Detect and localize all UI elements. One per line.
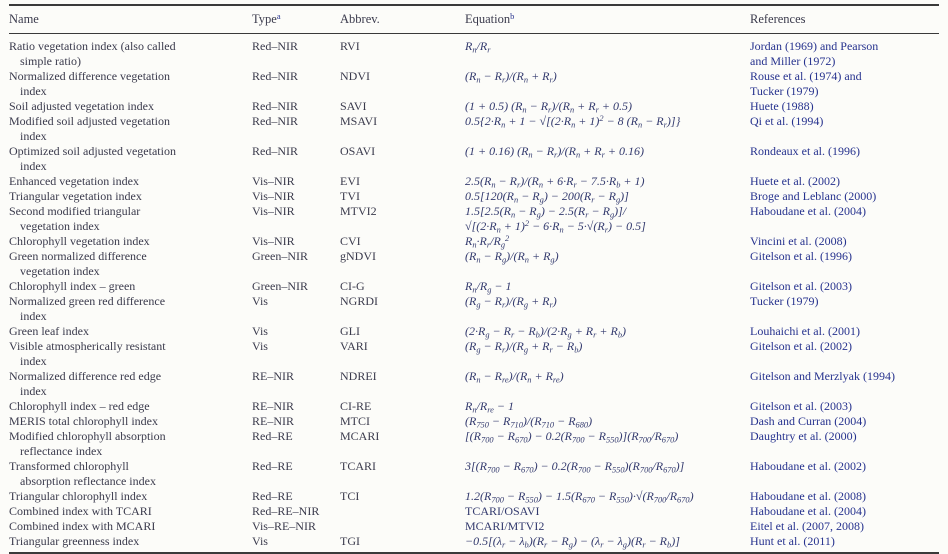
- index-equation: $(R_n - R_g)/(R_n + R_g)$: [465, 249, 559, 265]
- index-abbrev: RVI: [340, 39, 360, 53]
- index-references-cell: [750, 34, 939, 70]
- header-equation-label: Equation: [465, 12, 511, 26]
- index-equation: $-0.5[(\lambda_r - \lambda_b)(R_r - R_g) - (\lambda_r - \lambda_g)(R_r - R_b)]$: [465, 534, 680, 550]
- reference-link[interactable]: Haboudane et al. (2004): [750, 504, 866, 518]
- reference-link[interactable]: Qi et al. (1994): [750, 114, 824, 128]
- index-equation-cell: [465, 534, 750, 553]
- index-type: Green–NIR: [252, 249, 308, 263]
- header-abbrev: [340, 5, 465, 34]
- index-abbrev: OSAVI: [340, 144, 376, 158]
- index-name: Triangular greenness index: [9, 534, 140, 548]
- index-equation: $R_n\cdot R_r/R_g^2$: [465, 233, 510, 250]
- index-name: Normalized difference red edge index: [9, 369, 162, 398]
- table-row: [9, 399, 939, 414]
- index-abbrev: CI-RE: [340, 399, 372, 413]
- index-type: Vis–NIR: [252, 204, 295, 218]
- index-equation-cell: [465, 294, 750, 324]
- reference-link[interactable]: Rouse et al. (1974) and Tucker (1979): [750, 69, 862, 98]
- index-type: Vis–RE–NIR: [252, 519, 316, 533]
- index-references-cell: [750, 99, 939, 114]
- table-row: [9, 204, 939, 234]
- index-equation-cell: [465, 249, 750, 279]
- table-row: [9, 99, 939, 114]
- index-equation: $R_n/R_{re} - 1$: [465, 399, 514, 415]
- reference-link[interactable]: Haboudane et al. (2008): [750, 489, 866, 503]
- index-name: Transformed chlorophyll absorption reflectance index: [9, 459, 156, 488]
- table-row: [9, 114, 939, 144]
- index-equation-cell: [465, 114, 750, 144]
- index-abbrev: VARI: [340, 339, 368, 353]
- index-equation-cell: [465, 414, 750, 429]
- index-abbrev: GLI: [340, 324, 360, 338]
- index-type: Vis: [252, 324, 268, 338]
- index-equation-cell: [465, 324, 750, 339]
- index-references-cell: [750, 339, 939, 369]
- index-type: Vis–NIR: [252, 234, 295, 248]
- table-row: [9, 369, 939, 399]
- index-type: Green–NIR: [252, 279, 308, 293]
- index-name: MERIS total chlorophyll index: [9, 414, 158, 428]
- index-equation-cell: [465, 339, 750, 369]
- index-name: Combined index with MCARI: [9, 519, 156, 533]
- table-row: [9, 189, 939, 204]
- table-row: [9, 249, 939, 279]
- vegetation-indices-table: [9, 4, 939, 554]
- index-equation: (1 + 0.16) $(R_n - R_r)/(R_n + R_r + 0.16)$: [465, 144, 644, 160]
- index-type: Vis: [252, 534, 268, 548]
- index-name: Chlorophyll index – red edge: [9, 399, 150, 413]
- table-row: [9, 534, 939, 553]
- index-name: Soil adjusted vegetation index: [9, 99, 154, 113]
- index-type: Red–RE: [252, 489, 293, 503]
- index-type: RE–NIR: [252, 414, 294, 428]
- index-type: Red–NIR: [252, 69, 298, 83]
- index-name: Modified soil adjusted vegetation index: [9, 114, 170, 143]
- index-name: Ratio vegetation index (also called simple ratio): [9, 39, 176, 68]
- index-abbrev: MCARI: [340, 429, 380, 443]
- reference-link[interactable]: Vincini et al. (2008): [750, 234, 847, 248]
- index-abbrev: CI-G: [340, 279, 365, 293]
- index-equation-cell: [465, 279, 750, 294]
- index-name: Combined index with TCARI: [9, 504, 152, 518]
- reference-link[interactable]: Gitelson et al. (2002): [750, 339, 852, 353]
- index-abbrev: [340, 504, 465, 519]
- index-equation: $R_n/R_r$: [465, 39, 491, 55]
- index-abbrev: EVI: [340, 174, 360, 188]
- index-name: Optimized soil adjusted vegetation index: [9, 144, 176, 173]
- reference-link[interactable]: Eitel et al. (2007, 2008): [750, 519, 864, 533]
- index-abbrev: CVI: [340, 234, 361, 248]
- table-row: [9, 429, 939, 459]
- footnote-marker-a: a: [276, 10, 281, 21]
- table-row: [9, 459, 939, 489]
- index-references-cell: [750, 249, 939, 279]
- index-abbrev: TVI: [340, 189, 360, 203]
- header-references-label: References: [750, 12, 806, 26]
- index-name: Chlorophyll vegetation index: [9, 234, 150, 248]
- index-abbrev: SAVI: [340, 99, 367, 113]
- index-equation: $[(R_{700} - R_{670}) - 0.2(R_{700} - R_{550})](R_{700}/R_{670})$: [465, 429, 679, 445]
- reference-link[interactable]: Gitelson et al. (1996): [750, 249, 852, 263]
- index-equation: $R_n/R_g - 1$: [465, 279, 512, 295]
- index-name: Green normalized difference vegetation index: [9, 249, 147, 278]
- index-type: Red–NIR: [252, 39, 298, 53]
- index-equation-cell: [465, 369, 750, 399]
- table-row: [9, 489, 939, 504]
- table-row: [9, 324, 939, 339]
- index-equation: $(R_n - R_r)/(R_n + R_r)$: [465, 69, 557, 85]
- reference-link[interactable]: Hunt et al. (2011): [750, 534, 835, 548]
- reference-link[interactable]: Gitelson et al. (2003): [750, 399, 852, 413]
- reference-link[interactable]: Tucker (1979): [750, 294, 819, 308]
- table-row: [9, 34, 939, 70]
- index-references-cell: [750, 189, 939, 204]
- index-equation: $3[(R_{700} - R_{670}) - 0.2(R_{700} - R_{550})(R_{700}/R_{670})]$: [465, 459, 685, 475]
- index-name: Second modified triangular vegetation index: [9, 204, 141, 233]
- index-references-cell: [750, 114, 939, 144]
- index-abbrev: NDREI: [340, 369, 377, 383]
- index-abbrev: [340, 519, 465, 534]
- index-abbrev: gNDVI: [340, 249, 376, 263]
- reference-link[interactable]: Haboudane et al. (2004): [750, 204, 866, 218]
- index-name: Visible atmospherically resistant index: [9, 339, 166, 368]
- index-equation-cell: [465, 99, 750, 114]
- index-type: Red–NIR: [252, 144, 298, 158]
- index-references-cell: [750, 174, 939, 189]
- index-references-cell: [750, 144, 939, 174]
- index-type: Red–RE: [252, 459, 293, 473]
- index-equation-cell: [465, 34, 750, 70]
- table-row: [9, 144, 939, 174]
- index-equation-cell: [465, 504, 750, 519]
- footnote-marker-b: b: [510, 10, 515, 21]
- index-references-cell: [750, 504, 939, 519]
- index-abbrev: TGI: [340, 534, 360, 548]
- index-equation-cell: [465, 489, 750, 504]
- reference-link[interactable]: Louhaichi et al. (2001): [750, 324, 860, 338]
- index-equation: TCARI/OSAVI: [465, 504, 540, 518]
- index-references-cell: [750, 399, 939, 414]
- header-name: [9, 5, 252, 34]
- table-body: [9, 34, 939, 554]
- index-references-cell: [750, 429, 939, 459]
- reference-link[interactable]: Huete et al. (2002): [750, 174, 840, 188]
- table-row: [9, 504, 939, 519]
- index-type: Red–NIR: [252, 99, 298, 113]
- index-references-cell: [750, 369, 939, 399]
- reference-link[interactable]: Rondeaux et al. (1996): [750, 144, 860, 158]
- index-references-cell: [750, 489, 939, 504]
- index-equation-cell: [465, 144, 750, 174]
- reference-link[interactable]: Gitelson et al. (2003): [750, 279, 852, 293]
- table-row: [9, 414, 939, 429]
- index-equation-cell: [465, 174, 750, 189]
- index-references-cell: [750, 69, 939, 99]
- index-name: Normalized difference vegetation index: [9, 69, 171, 98]
- index-type: Red–RE–NIR: [252, 504, 320, 518]
- index-type: RE–NIR: [252, 399, 294, 413]
- index-references-cell: [750, 459, 939, 489]
- index-type: Red–RE: [252, 429, 293, 443]
- header-abbrev-label: Abbrev.: [340, 12, 380, 26]
- header-type: [252, 5, 340, 34]
- index-name: Modified chlorophyll absorption reflectance index: [9, 429, 166, 458]
- index-name: Normalized green red difference index: [9, 294, 166, 323]
- index-equation-cell: [465, 234, 750, 249]
- index-abbrev: TCI: [340, 489, 360, 503]
- index-references-cell: [750, 519, 939, 534]
- index-equation-cell: [465, 459, 750, 489]
- header-name-label: Name: [9, 12, 39, 26]
- index-equation-cell: [465, 399, 750, 414]
- index-equation: $(R_g - R_r)/(R_g + R_r - R_b)$: [465, 339, 583, 355]
- index-name: Enhanced vegetation index: [9, 174, 139, 188]
- reference-link[interactable]: Jordan (1969) and Pearson and Miller (1972): [750, 39, 879, 68]
- index-references-cell: [750, 324, 939, 339]
- index-references-cell: [750, 534, 939, 553]
- index-equation-cell: [465, 429, 750, 459]
- reference-link[interactable]: Gitelson and Merzlyak (1994): [750, 369, 895, 383]
- index-references-cell: [750, 414, 939, 429]
- reference-link[interactable]: Daughtry et al. (2000): [750, 429, 857, 443]
- header-row: [9, 5, 939, 34]
- index-name: Triangular vegetation index: [9, 189, 142, 203]
- index-name: Green leaf index: [9, 324, 89, 338]
- table-header: [9, 5, 939, 34]
- index-name: Triangular chlorophyll index: [9, 489, 148, 503]
- index-equation: $(R_{750} - R_{710})/(R_{710} - R_{680})$: [465, 414, 593, 430]
- index-type: Vis: [252, 294, 268, 308]
- index-abbrev: MTCI: [340, 414, 370, 428]
- index-type: Red–NIR: [252, 114, 298, 128]
- index-references-cell: [750, 294, 939, 324]
- index-equation: $2.5(R_n - R_r)/(R_n + 6\cdot R_r - 7.5\cdot R_b + 1)$: [465, 174, 645, 190]
- index-abbrev: TCARI: [340, 459, 376, 473]
- table-row: [9, 519, 939, 534]
- index-equation: $0.5\{2\cdot R_n + 1 - √[(2\cdot R_n + 1)^2 - 8$ $(R_n - R_r)$]}: [465, 113, 681, 130]
- header-type-label: Type: [252, 12, 277, 26]
- index-equation-cell: [465, 189, 750, 204]
- index-equation: $(2\cdot R_g - R_r - R_b)/(2\cdot R_g + R_r + R_b)$: [465, 324, 627, 340]
- index-equation: (1 + 0.5) $(R_n - R_r)/(R_n + R_r + 0.5)$: [465, 99, 632, 115]
- table-row: [9, 69, 939, 99]
- table-row: [9, 294, 939, 324]
- index-references-cell: [750, 204, 939, 234]
- index-equation-cell: [465, 519, 750, 534]
- index-equation: $(R_g - R_r)/(R_g + R_r)$: [465, 294, 557, 310]
- table-row: [9, 234, 939, 249]
- header-references: [750, 5, 939, 34]
- table-row: [9, 174, 939, 189]
- table-row: [9, 279, 939, 294]
- index-abbrev: MTVI2: [340, 204, 377, 218]
- index-equation: $1.2(R_{700} - R_{550}) - 1.5(R_{670} - R_{550})\cdot√(R_{700}/R_{670})$: [465, 489, 694, 505]
- index-equation: $0.5[120(R_n - R_g) - 200(R_r - R_g)]$: [465, 189, 629, 205]
- index-abbrev: MSAVI: [340, 114, 378, 128]
- reference-link[interactable]: Haboudane et al. (2002): [750, 459, 866, 473]
- index-equation-cell: [465, 69, 750, 99]
- index-equation: MCARI/MTVI2: [465, 519, 545, 533]
- index-abbrev: NDVI: [340, 69, 370, 83]
- index-equation: $(R_n - R_{re})/(R_n + R_{re})$: [465, 369, 564, 385]
- index-equation: $1.5[2.5(R_n - R_g) - 2.5(R_r - R_g)]/$ $√[(2\cdot R_n + 1)^2 - 6\cdot R_n - 5\cdot√(R_r) - 0.5]$: [465, 204, 646, 235]
- index-type: Vis–NIR: [252, 189, 295, 203]
- index-abbrev: NGRDI: [340, 294, 378, 308]
- reference-link[interactable]: Huete (1988): [750, 99, 814, 113]
- index-references-cell: [750, 234, 939, 249]
- index-references-cell: [750, 279, 939, 294]
- index-equation-cell: [465, 204, 750, 234]
- index-type: Vis: [252, 339, 268, 353]
- header-equation: [465, 5, 750, 34]
- index-name: Chlorophyll index – green: [9, 279, 136, 293]
- index-type: RE–NIR: [252, 369, 294, 383]
- index-type: Vis–NIR: [252, 174, 295, 188]
- reference-link[interactable]: Dash and Curran (2004): [750, 414, 867, 428]
- table-row: [9, 339, 939, 369]
- reference-link[interactable]: Broge and Leblanc (2000): [750, 189, 877, 203]
